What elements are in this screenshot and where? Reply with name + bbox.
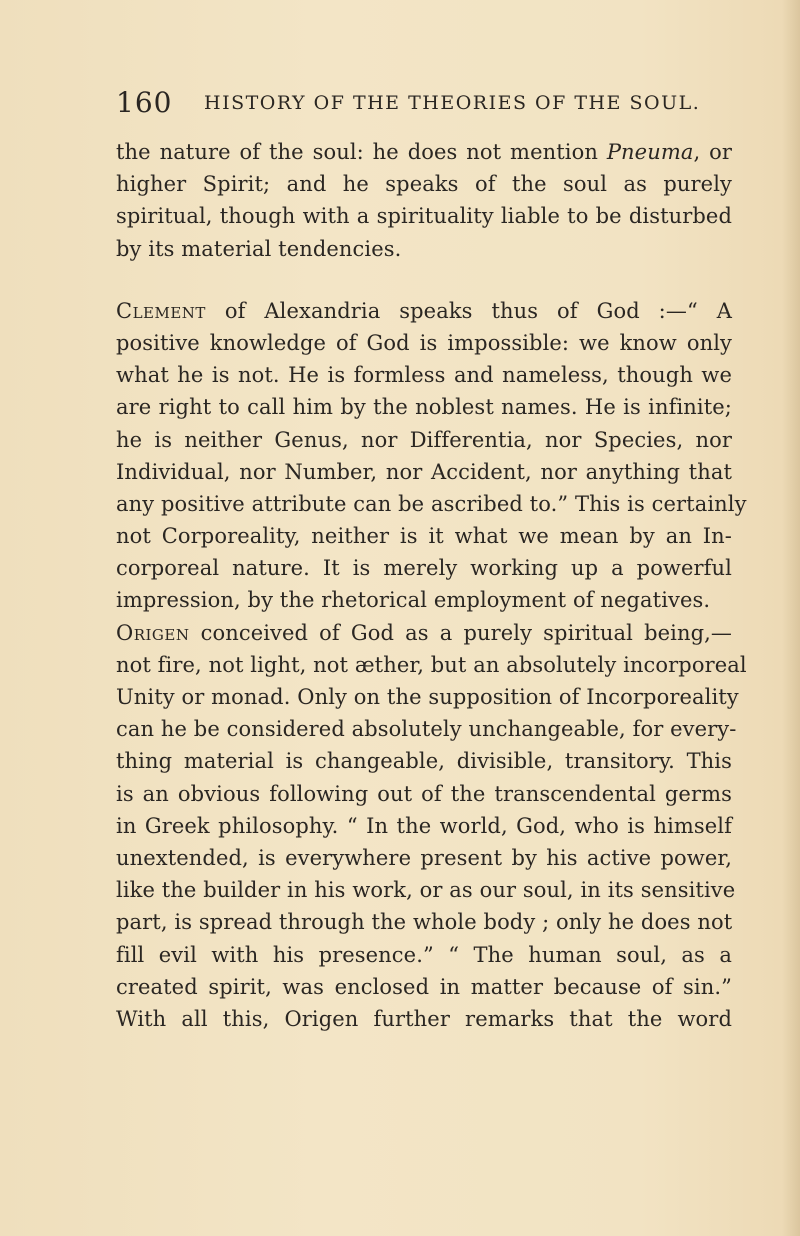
text-line	[116, 906, 732, 938]
line-text: any positive attribute can be ascribed to.” This is certainly	[116, 491, 747, 516]
text-line	[116, 810, 732, 842]
text-line	[116, 391, 732, 423]
line-text: created spirit, was enclosed in matter because of sin.”	[116, 974, 732, 999]
lead-name: Clement	[116, 298, 206, 323]
text-line	[116, 649, 747, 681]
line-text: part, is spread through the whole body ; only he does not	[116, 910, 733, 935]
text-line	[116, 295, 732, 327]
page-header	[116, 86, 716, 126]
line-text: he is neither Genus, nor Differentia, nor Species, nor	[116, 427, 732, 452]
line-text: higher Spirit; and he speaks of the soul as purely	[116, 172, 732, 197]
line-text: not Corporeality, neither is it what we mean by an In-	[116, 524, 732, 549]
text-line	[116, 488, 747, 520]
line-text: can he be considered absolutely unchangeable, for every-	[116, 717, 737, 742]
line-text: positive knowledge of God is impossible: we know only	[116, 330, 732, 355]
paragraph	[116, 136, 732, 265]
line-text: conceived of God as a purely spiritual being,—	[189, 620, 732, 645]
text-line	[116, 136, 732, 168]
line-text: by its material tendencies.	[116, 236, 402, 261]
text-line	[116, 745, 732, 777]
line-text: of Alexandria speaks thus of God :—“ A	[205, 298, 732, 323]
text-line	[116, 424, 732, 456]
text-line	[116, 359, 732, 391]
running-head: HISTORY OF THE THEORIES OF THE SOUL.	[204, 92, 701, 114]
text-line	[116, 520, 732, 552]
paragraph	[116, 617, 747, 1035]
text-line	[116, 617, 732, 649]
text-line	[116, 939, 732, 971]
text-line	[116, 327, 732, 359]
text-line	[116, 874, 736, 906]
line-text: not fire, not light, not æther, but an absolutely incorporeal	[116, 652, 747, 677]
line-text: With all this, Origen further remarks that the word	[116, 1006, 732, 1031]
line-text: Unity or monad. Only on the supposition of Incorporeality	[116, 685, 739, 709]
text-line	[116, 713, 737, 745]
line-text: unextended, is everywhere present by his active power,	[116, 845, 732, 870]
line-text: in Greek philosophy. “ In the world, God, who is himself	[116, 813, 732, 838]
line-text: spiritual, though with a spirituality liable to be disturbed	[116, 204, 732, 229]
paragraph-gap	[116, 265, 732, 295]
text-line	[116, 778, 732, 810]
page-edge-shadow	[782, 0, 800, 1236]
line-text: fill evil with his presence.” “ The human soul, as a	[116, 942, 732, 967]
line-text: the nature of the soul: he does not mention Pneuma, or	[116, 140, 732, 164]
line-text: impression, by the rhetorical employment of negatives.	[116, 588, 711, 613]
text-line	[116, 681, 739, 713]
body-text	[116, 136, 747, 1035]
line-text: corporeal nature. It is merely working up a powerful	[116, 556, 732, 581]
text-line	[116, 1003, 732, 1035]
line-text: is an obvious following out of the transcendental germs	[116, 781, 732, 806]
lead-name: Origen	[116, 620, 190, 645]
page-number: 160	[116, 86, 173, 119]
text-line	[116, 552, 732, 584]
text-line	[116, 200, 732, 232]
text-line	[116, 842, 732, 874]
text-line	[116, 168, 732, 200]
line-text: Individual, nor Number, nor Accident, nor anything that	[116, 459, 732, 484]
text-line	[116, 233, 732, 265]
text-line	[116, 584, 732, 616]
line-text: what he is not. He is formless and nameless, though we	[116, 363, 732, 388]
line-text: thing material is changeable, divisible, transitory. This	[116, 749, 732, 774]
italic-term: Pneuma	[606, 140, 694, 164]
paragraph	[116, 295, 747, 617]
line-text: are right to call him by the noblest names. He is infinite;	[116, 395, 732, 420]
text-line	[116, 456, 732, 488]
text-line	[116, 971, 732, 1003]
line-text: like the builder in his work, or as our soul, in its sensitive	[116, 878, 736, 903]
